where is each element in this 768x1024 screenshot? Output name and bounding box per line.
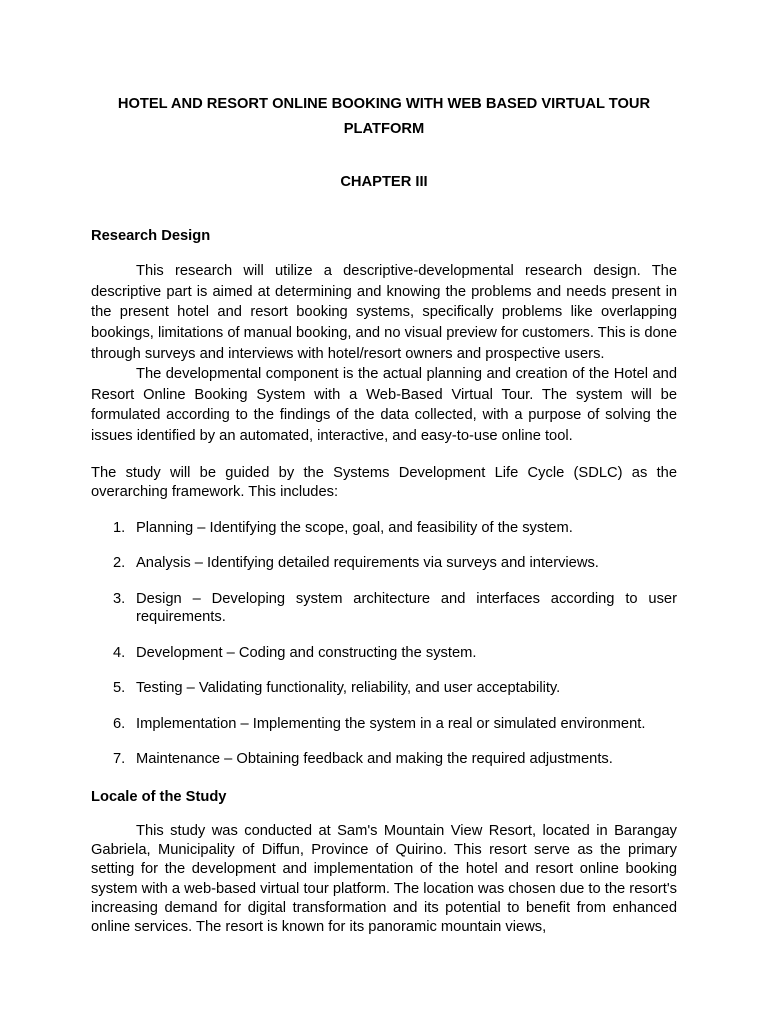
list-item-text: Development – Coding and constructing the system.: [136, 645, 477, 661]
document-content: [91, 92, 677, 936]
list-item-text: Design – Developing system architecture and interfaces according to user requirements.: [136, 591, 677, 625]
list-item-text: Testing – Validating functionality, reliability, and user acceptability.: [136, 680, 561, 696]
list-item-number: 3.: [113, 591, 126, 607]
list-item-text: Planning – Identifying the scope, goal, and feasibility of the system.: [136, 520, 573, 536]
locale-paragraph-1: This study was conducted at Sam's Mountain View Resort, located in Barangay Gabriela, Municipality of Diffun, Province of Quirino. This resort serve as the primary setting for the development and implementation of the hotel and resort online booking system with a web-based virtual tour platform. The location was chosen due to the resort's increasing demand for digital transformation and its potential to benefit from enhanced online services. The resort is known for its panoramic mountain views,: [91, 823, 677, 936]
list-item-number: 6.: [113, 716, 126, 732]
list-item-number: 4.: [113, 645, 126, 661]
research-design-paragraph-3: The study will be guided by the Systems Development Life Cycle (SDLC) as the overarching framework. This includes:: [91, 465, 677, 500]
list-item-text: Maintenance – Obtaining feedback and making the required adjustments.: [136, 751, 613, 767]
list-item-number: 5.: [113, 680, 126, 696]
list-item-number: 1.: [113, 520, 126, 536]
list-item-text: Analysis – Identifying detailed requirements via surveys and interviews.: [136, 555, 599, 571]
research-design-paragraph-2: The developmental component is the actual planning and creation of the Hotel and Resort Online Booking System with a Web-Based Virtual Tour. The system will be formulated according to the findings of the data collected, with a purpose of solving the issues identified by an automated, interactive, and easy-to-use online tool.: [91, 366, 677, 445]
list-item-text: Implementation – Implementing the system in a real or simulated environment.: [136, 716, 646, 732]
locale-heading: Locale of the Study: [91, 789, 227, 805]
research-design-paragraph-1: This research will utilize a descriptive-developmental research design. The descriptive part is aimed at determining and knowing the problems and needs present in the present hotel and resort booking systems, specifically problems like overlapping bookings, limitations of manual booking, and no visual preview for customers. This is done through surveys and interviews with hotel/resort owners and prospective users.: [91, 263, 677, 362]
list-item-number: 2.: [113, 555, 126, 571]
list-item-number: 7.: [113, 751, 126, 767]
research-design-heading: Research Design: [91, 228, 211, 244]
document-title: HOTEL AND RESORT ONLINE BOOKING WITH WEB BASED VIRTUAL TOUR PLATFORM: [117, 96, 651, 137]
chapter-heading: CHAPTER III: [340, 174, 428, 190]
